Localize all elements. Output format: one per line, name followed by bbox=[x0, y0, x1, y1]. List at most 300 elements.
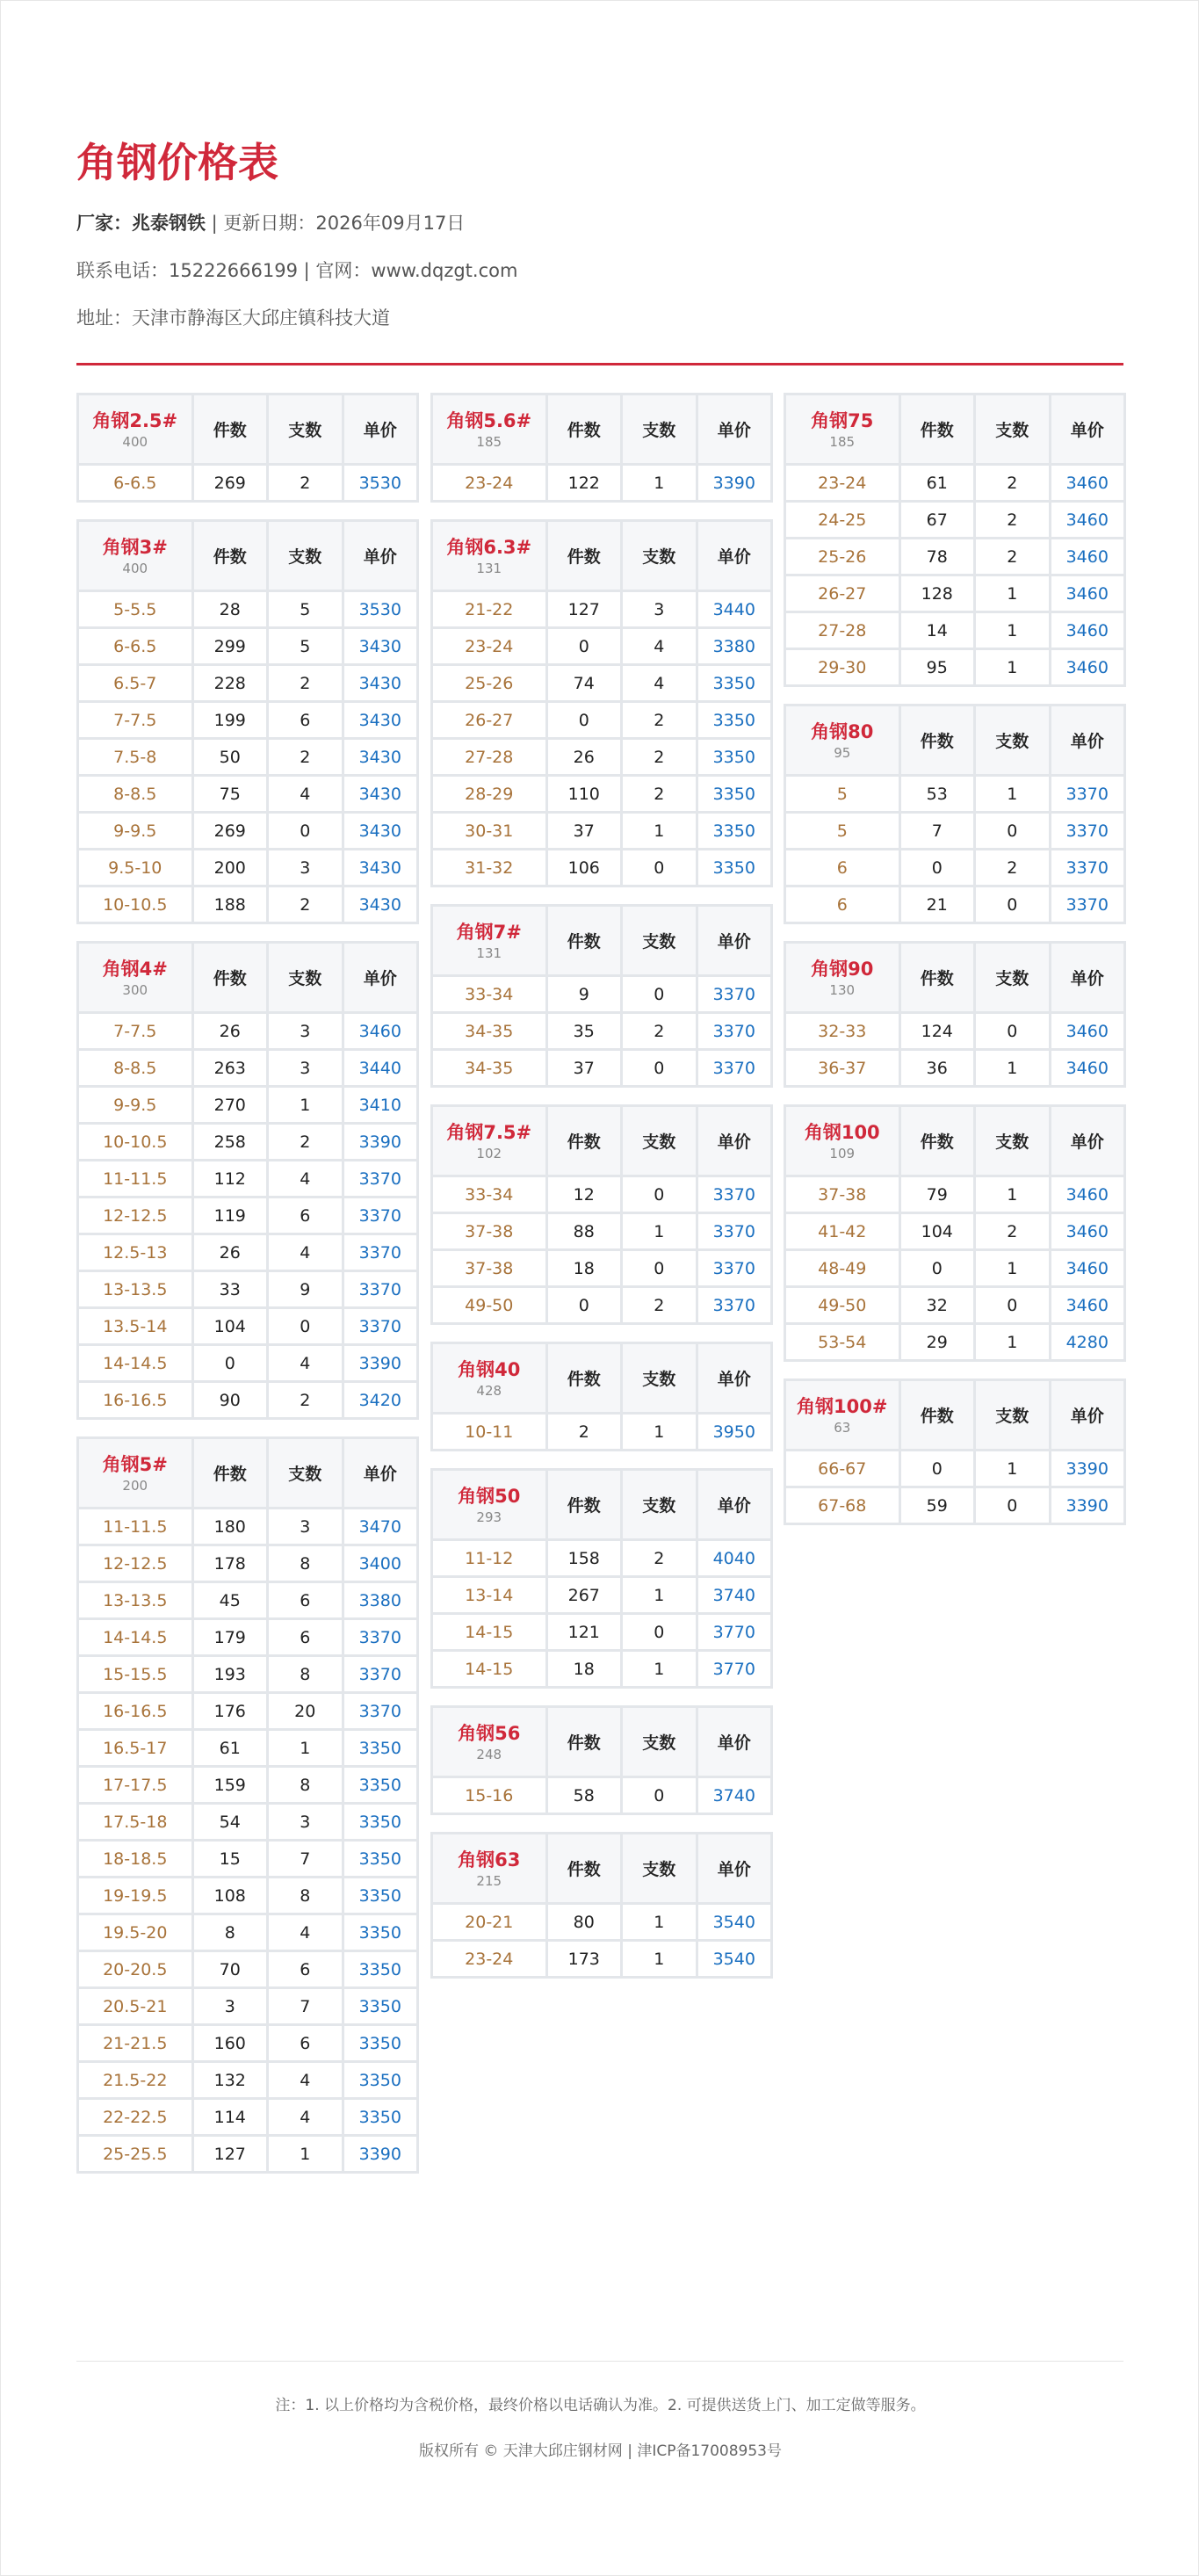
table-row bbox=[79, 1346, 416, 1380]
spec-cell: 9-9.5 bbox=[79, 1088, 191, 1122]
qty-cell: 267 bbox=[548, 1578, 621, 1612]
spec-cell: 10-11 bbox=[433, 1415, 545, 1449]
price-cell: 3460 bbox=[344, 1014, 417, 1048]
table-row bbox=[786, 650, 1123, 684]
price-cell: 3350 bbox=[698, 814, 771, 848]
spec-cell: 28-29 bbox=[433, 777, 545, 811]
table-row bbox=[79, 666, 416, 700]
spec-cell: 31-32 bbox=[433, 850, 545, 885]
table-row bbox=[79, 1383, 416, 1417]
qty-cell: 0 bbox=[548, 629, 621, 663]
table-row bbox=[79, 850, 416, 885]
bars-cell: 6 bbox=[269, 1952, 342, 1986]
price-cell: 3460 bbox=[1051, 466, 1124, 500]
table-header-row bbox=[433, 1708, 770, 1776]
qty-cell: 173 bbox=[548, 1942, 621, 1976]
price-table bbox=[430, 519, 773, 887]
table-row bbox=[433, 1177, 770, 1212]
bars-cell: 9 bbox=[269, 1272, 342, 1306]
spec-cell: 34-35 bbox=[433, 1014, 545, 1048]
bars-cell: 3 bbox=[269, 1805, 342, 1839]
price-cell: 3350 bbox=[698, 850, 771, 885]
table-subtitle: 400 bbox=[122, 433, 148, 450]
table-subtitle: 400 bbox=[122, 560, 148, 576]
price-header: 单价 bbox=[1051, 1107, 1124, 1175]
price-cell: 3370 bbox=[698, 1288, 771, 1322]
qty-cell: 299 bbox=[194, 629, 267, 663]
spec-cell: 34-35 bbox=[433, 1051, 545, 1085]
price-cell: 4280 bbox=[1051, 1325, 1124, 1359]
price-cell: 3390 bbox=[698, 466, 771, 500]
qty-cell: 193 bbox=[194, 1657, 267, 1691]
price-cell: 3370 bbox=[1051, 777, 1124, 811]
table-row bbox=[79, 1620, 416, 1654]
footer-note: 注：1. 以上价格均为含税价格，最终价格以电话确认为准。2. 可提供送货上门、加工定做等服务。 bbox=[275, 2397, 926, 2414]
qty-header: 件数 bbox=[548, 1344, 621, 1412]
spec-cell: 67-68 bbox=[786, 1488, 899, 1523]
header-divider bbox=[76, 363, 1123, 365]
qty-cell: 18 bbox=[548, 1652, 621, 1686]
price-cell: 3370 bbox=[698, 1214, 771, 1248]
table-subtitle: 200 bbox=[122, 1477, 148, 1494]
table-row bbox=[79, 814, 416, 848]
spec-cell: 21-22 bbox=[433, 592, 545, 626]
price-cell: 3390 bbox=[344, 2137, 417, 2171]
bars-cell: 2 bbox=[623, 1014, 696, 1048]
qty-cell: 7 bbox=[901, 814, 974, 848]
bars-cell: 2 bbox=[269, 1125, 342, 1159]
bars-cell: 2 bbox=[269, 466, 342, 500]
bars-cell: 6 bbox=[269, 703, 342, 737]
bars-cell: 0 bbox=[976, 1014, 1049, 1048]
price-cell: 3370 bbox=[344, 1657, 417, 1691]
table-header-row bbox=[786, 395, 1123, 463]
price-header: 单价 bbox=[344, 944, 417, 1011]
price-cell: 3350 bbox=[344, 1768, 417, 1802]
spec-cell: 37-38 bbox=[433, 1251, 545, 1285]
table-row bbox=[433, 466, 770, 500]
bars-cell: 1 bbox=[623, 1214, 696, 1248]
bars-cell: 1 bbox=[623, 466, 696, 500]
table-row bbox=[786, 1251, 1123, 1285]
price-cell: 3460 bbox=[1051, 1014, 1124, 1048]
table-title: 角钢2.5# bbox=[92, 409, 178, 431]
bars-cell: 0 bbox=[976, 887, 1049, 922]
price-cell: 3350 bbox=[344, 1989, 417, 2023]
price-table bbox=[430, 1468, 773, 1689]
table-name-cell bbox=[433, 1344, 545, 1412]
bars-cell: 8 bbox=[269, 1768, 342, 1802]
table-subtitle: 215 bbox=[476, 1872, 502, 1889]
table-row bbox=[786, 1325, 1123, 1359]
spec-cell: 12-12.5 bbox=[79, 1198, 191, 1233]
bars-header: 支数 bbox=[269, 944, 342, 1011]
price-cell: 3950 bbox=[698, 1415, 771, 1449]
price-cell: 3460 bbox=[1051, 1288, 1124, 1322]
bars-cell: 1 bbox=[976, 1251, 1049, 1285]
table-row bbox=[79, 2026, 416, 2060]
bars-header: 支数 bbox=[623, 1471, 696, 1538]
table-row bbox=[786, 850, 1123, 885]
bars-cell: 2 bbox=[269, 1383, 342, 1417]
qty-cell: 61 bbox=[901, 466, 974, 500]
spec-cell: 6 bbox=[786, 887, 899, 922]
footer-copyright: 版权所有 © 天津大邱庄钢材网 | 津ICP备17008953号 bbox=[418, 2442, 782, 2460]
qty-header: 件数 bbox=[901, 395, 974, 463]
table-row bbox=[79, 1694, 416, 1728]
table-row bbox=[79, 1272, 416, 1306]
table-row bbox=[79, 1546, 416, 1581]
table-name-cell bbox=[79, 522, 191, 590]
column-3 bbox=[784, 393, 1126, 1542]
bars-cell: 2 bbox=[623, 740, 696, 774]
spec-cell: 7-7.5 bbox=[79, 1014, 191, 1048]
spec-cell: 27-28 bbox=[786, 613, 899, 648]
maker-label: 厂家： bbox=[76, 213, 132, 234]
price-cell: 3440 bbox=[344, 1051, 417, 1085]
bars-cell: 1 bbox=[623, 1942, 696, 1976]
price-cell: 3410 bbox=[344, 1088, 417, 1122]
qty-cell: 26 bbox=[194, 1235, 267, 1270]
bars-cell: 4 bbox=[623, 629, 696, 663]
table-name-cell bbox=[786, 1381, 899, 1449]
spec-cell: 53-54 bbox=[786, 1325, 899, 1359]
qty-header: 件数 bbox=[901, 944, 974, 1011]
price-cell: 3770 bbox=[698, 1652, 771, 1686]
table-name-cell bbox=[786, 1107, 899, 1175]
bars-cell: 4 bbox=[269, 1161, 342, 1196]
bars-cell: 0 bbox=[623, 1051, 696, 1085]
price-table bbox=[430, 1342, 773, 1451]
spec-cell: 25-25.5 bbox=[79, 2137, 191, 2171]
table-title: 角钢4# bbox=[102, 958, 168, 980]
bars-cell: 1 bbox=[269, 1731, 342, 1765]
price-cell: 3370 bbox=[698, 1251, 771, 1285]
bars-cell: 6 bbox=[269, 1583, 342, 1617]
price-cell: 3350 bbox=[344, 2063, 417, 2097]
spec-cell: 23-24 bbox=[786, 466, 899, 500]
table-row bbox=[79, 1878, 416, 1913]
spec-cell: 14-15 bbox=[433, 1652, 545, 1686]
qty-cell: 70 bbox=[194, 1952, 267, 1986]
bars-cell: 2 bbox=[623, 703, 696, 737]
bars-cell: 8 bbox=[269, 1878, 342, 1913]
qty-cell: 178 bbox=[194, 1546, 267, 1581]
bars-header: 支数 bbox=[976, 1107, 1049, 1175]
price-cell: 3350 bbox=[344, 1842, 417, 1876]
qty-cell: 35 bbox=[548, 1014, 621, 1048]
table-row bbox=[786, 1177, 1123, 1212]
table-name-cell bbox=[79, 944, 191, 1011]
price-cell: 3350 bbox=[344, 1952, 417, 1986]
bars-cell: 7 bbox=[269, 1842, 342, 1876]
table-row bbox=[433, 1288, 770, 1322]
price-cell: 3530 bbox=[344, 466, 417, 500]
qty-cell: 78 bbox=[901, 539, 974, 574]
qty-cell: 12 bbox=[548, 1177, 621, 1212]
table-header-row bbox=[79, 1439, 416, 1507]
bars-header: 支数 bbox=[976, 1381, 1049, 1449]
qty-cell: 14 bbox=[901, 613, 974, 648]
spec-cell: 26-27 bbox=[433, 703, 545, 737]
qty-header: 件数 bbox=[548, 522, 621, 590]
bars-cell: 6 bbox=[269, 1620, 342, 1654]
price-header: 单价 bbox=[698, 1107, 771, 1175]
qty-cell: 0 bbox=[548, 703, 621, 737]
table-row bbox=[786, 503, 1123, 537]
bars-cell: 2 bbox=[976, 503, 1049, 537]
table-row bbox=[79, 1583, 416, 1617]
price-cell: 3460 bbox=[1051, 613, 1124, 648]
spec-cell: 20-21 bbox=[433, 1905, 545, 1939]
spec-cell: 14-14.5 bbox=[79, 1620, 191, 1654]
price-cell: 3430 bbox=[344, 850, 417, 885]
table-name-cell bbox=[433, 522, 545, 590]
spec-cell: 5 bbox=[786, 777, 899, 811]
bars-cell: 0 bbox=[623, 1778, 696, 1813]
bars-cell: 2 bbox=[976, 466, 1049, 500]
qty-cell: 45 bbox=[194, 1583, 267, 1617]
table-subtitle: 131 bbox=[476, 944, 502, 961]
price-cell: 3430 bbox=[344, 703, 417, 737]
bars-cell: 0 bbox=[976, 1488, 1049, 1523]
bars-cell: 6 bbox=[269, 2026, 342, 2060]
bars-cell: 8 bbox=[269, 1546, 342, 1581]
price-cell: 3350 bbox=[344, 1915, 417, 1950]
qty-cell: 180 bbox=[194, 1509, 267, 1544]
qty-cell: 159 bbox=[194, 1768, 267, 1802]
table-header-row bbox=[433, 1344, 770, 1412]
table-subtitle: 428 bbox=[476, 1382, 502, 1399]
table-row bbox=[79, 2063, 416, 2097]
price-header: 单价 bbox=[698, 1834, 771, 1902]
price-header: 单价 bbox=[344, 522, 417, 590]
table-row bbox=[79, 1657, 416, 1691]
table-header-row bbox=[433, 522, 770, 590]
qty-cell: 59 bbox=[901, 1488, 974, 1523]
table-row bbox=[79, 1989, 416, 2023]
table-row bbox=[79, 1768, 416, 1802]
bars-cell: 4 bbox=[269, 777, 342, 811]
bars-cell: 5 bbox=[269, 592, 342, 626]
contact-line: 联系电话：15222666199 | 官网：www.dqzgt.com bbox=[76, 260, 518, 281]
spec-cell: 18-18.5 bbox=[79, 1842, 191, 1876]
qty-cell: 269 bbox=[194, 814, 267, 848]
price-cell: 4040 bbox=[698, 1541, 771, 1575]
spec-cell: 27-28 bbox=[433, 740, 545, 774]
table-row bbox=[79, 1952, 416, 1986]
price-cell: 3370 bbox=[344, 1620, 417, 1654]
spec-cell: 23-24 bbox=[433, 629, 545, 663]
table-row bbox=[433, 592, 770, 626]
price-cell: 3530 bbox=[344, 592, 417, 626]
bars-header: 支数 bbox=[269, 395, 342, 463]
price-header: 单价 bbox=[344, 395, 417, 463]
table-header-row bbox=[433, 1471, 770, 1538]
price-cell: 3350 bbox=[698, 740, 771, 774]
table-row bbox=[79, 1014, 416, 1048]
table-row bbox=[433, 1541, 770, 1575]
qty-cell: 114 bbox=[194, 2100, 267, 2134]
qty-cell: 228 bbox=[194, 666, 267, 700]
price-cell: 3350 bbox=[344, 2100, 417, 2134]
price-cell: 3460 bbox=[1051, 1177, 1124, 1212]
price-cell: 3380 bbox=[698, 629, 771, 663]
price-cell: 3350 bbox=[344, 2026, 417, 2060]
price-cell: 3390 bbox=[344, 1125, 417, 1159]
table-row bbox=[79, 740, 416, 774]
table-row bbox=[433, 1652, 770, 1686]
bars-cell: 6 bbox=[269, 1198, 342, 1233]
price-cell: 3740 bbox=[698, 1578, 771, 1612]
table-row bbox=[79, 2100, 416, 2134]
spec-cell: 8-8.5 bbox=[79, 777, 191, 811]
spec-cell: 12-12.5 bbox=[79, 1546, 191, 1581]
table-name-cell bbox=[786, 395, 899, 463]
bars-cell: 1 bbox=[623, 814, 696, 848]
price-cell: 3370 bbox=[1051, 887, 1124, 922]
qty-cell: 8 bbox=[194, 1915, 267, 1950]
qty-cell: 119 bbox=[194, 1198, 267, 1233]
bars-cell: 1 bbox=[976, 1451, 1049, 1486]
spec-cell: 14-15 bbox=[433, 1615, 545, 1649]
spec-cell: 32-33 bbox=[786, 1014, 899, 1048]
qty-cell: 124 bbox=[901, 1014, 974, 1048]
price-cell: 3370 bbox=[344, 1198, 417, 1233]
bars-cell: 2 bbox=[269, 666, 342, 700]
bars-cell: 3 bbox=[623, 592, 696, 626]
column-2 bbox=[430, 393, 773, 1995]
maker-line bbox=[76, 212, 1123, 235]
table-row bbox=[79, 1842, 416, 1876]
price-header: 单价 bbox=[698, 907, 771, 974]
price-table bbox=[76, 519, 419, 924]
bars-cell: 8 bbox=[269, 1657, 342, 1691]
qty-cell: 29 bbox=[901, 1325, 974, 1359]
price-cell: 3430 bbox=[344, 777, 417, 811]
table-row bbox=[786, 1451, 1123, 1486]
qty-cell: 0 bbox=[194, 1346, 267, 1380]
bars-cell: 0 bbox=[623, 1177, 696, 1212]
spec-cell: 17.5-18 bbox=[79, 1805, 191, 1839]
price-cell: 3460 bbox=[1051, 1051, 1124, 1085]
table-row bbox=[433, 977, 770, 1011]
spec-cell: 10-10.5 bbox=[79, 1125, 191, 1159]
bars-cell: 3 bbox=[269, 850, 342, 885]
qty-cell: 36 bbox=[901, 1051, 974, 1085]
table-row bbox=[79, 887, 416, 922]
price-cell: 3470 bbox=[344, 1509, 417, 1544]
qty-cell: 106 bbox=[548, 850, 621, 885]
bars-cell: 2 bbox=[623, 777, 696, 811]
spec-cell: 9-9.5 bbox=[79, 814, 191, 848]
qty-cell: 26 bbox=[194, 1014, 267, 1048]
spec-cell: 6.5-7 bbox=[79, 666, 191, 700]
qty-cell: 33 bbox=[194, 1272, 267, 1306]
table-row bbox=[786, 1014, 1123, 1048]
table-subtitle: 109 bbox=[829, 1145, 856, 1161]
bars-header: 支数 bbox=[623, 1107, 696, 1175]
qty-header: 件数 bbox=[548, 1107, 621, 1175]
price-cell: 3370 bbox=[1051, 814, 1124, 848]
price-cell: 3370 bbox=[1051, 850, 1124, 885]
bars-cell: 2 bbox=[269, 740, 342, 774]
qty-cell: 74 bbox=[548, 666, 621, 700]
spec-cell: 17-17.5 bbox=[79, 1768, 191, 1802]
price-cell: 3460 bbox=[1051, 503, 1124, 537]
table-subtitle: 293 bbox=[476, 1509, 502, 1525]
price-cell: 3370 bbox=[698, 1051, 771, 1085]
table-name-cell bbox=[433, 1834, 545, 1902]
bars-cell: 0 bbox=[976, 814, 1049, 848]
price-header: 单价 bbox=[1051, 395, 1124, 463]
spec-cell: 13-13.5 bbox=[79, 1583, 191, 1617]
price-cell: 3390 bbox=[1051, 1488, 1124, 1523]
table-row bbox=[786, 613, 1123, 648]
table-subtitle: 300 bbox=[122, 981, 148, 998]
bars-header: 支数 bbox=[269, 522, 342, 590]
spec-cell: 23-24 bbox=[433, 466, 545, 500]
table-title: 角钢100 bbox=[804, 1121, 880, 1143]
table-name-cell bbox=[786, 706, 899, 774]
price-cell: 3430 bbox=[344, 629, 417, 663]
table-header-row bbox=[433, 1834, 770, 1902]
table-row bbox=[433, 1615, 770, 1649]
qty-cell: 79 bbox=[901, 1177, 974, 1212]
table-name-cell bbox=[433, 907, 545, 974]
maker-name: 兆泰钢铁 bbox=[132, 213, 206, 234]
bars-header: 支数 bbox=[976, 944, 1049, 1011]
table-row bbox=[79, 1088, 416, 1122]
spec-cell: 29-30 bbox=[786, 650, 899, 684]
price-header: 单价 bbox=[344, 1439, 417, 1507]
qty-cell: 269 bbox=[194, 466, 267, 500]
qty-cell: 3 bbox=[194, 1989, 267, 2023]
table-title: 角钢100# bbox=[797, 1395, 888, 1417]
bars-cell: 4 bbox=[269, 1915, 342, 1950]
spec-cell: 9.5-10 bbox=[79, 850, 191, 885]
qty-cell: 110 bbox=[548, 777, 621, 811]
bars-cell: 1 bbox=[269, 1088, 342, 1122]
qty-cell: 37 bbox=[548, 1051, 621, 1085]
table-header-row bbox=[79, 395, 416, 463]
price-table bbox=[430, 904, 773, 1088]
bars-cell: 1 bbox=[976, 613, 1049, 648]
bars-cell: 0 bbox=[623, 1251, 696, 1285]
bars-cell: 4 bbox=[269, 2063, 342, 2097]
bars-cell: 1 bbox=[623, 1415, 696, 1449]
price-cell: 3430 bbox=[344, 814, 417, 848]
table-subtitle: 131 bbox=[476, 560, 502, 576]
qty-cell: 127 bbox=[194, 2137, 267, 2171]
price-cell: 3430 bbox=[344, 666, 417, 700]
bars-cell: 20 bbox=[269, 1694, 342, 1728]
spec-cell: 5-5.5 bbox=[79, 592, 191, 626]
table-title: 角钢5# bbox=[102, 1453, 168, 1475]
spec-cell: 19.5-20 bbox=[79, 1915, 191, 1950]
price-cell: 3460 bbox=[1051, 1214, 1124, 1248]
qty-cell: 0 bbox=[901, 1251, 974, 1285]
bars-cell: 1 bbox=[976, 650, 1049, 684]
bars-cell: 1 bbox=[976, 1051, 1049, 1085]
table-row bbox=[433, 777, 770, 811]
bars-cell: 1 bbox=[623, 1905, 696, 1939]
price-cell: 3370 bbox=[344, 1694, 417, 1728]
price-cell: 3350 bbox=[344, 1878, 417, 1913]
table-title: 角钢40 bbox=[458, 1358, 521, 1380]
price-cell: 3370 bbox=[698, 1014, 771, 1048]
qty-cell: 158 bbox=[548, 1541, 621, 1575]
